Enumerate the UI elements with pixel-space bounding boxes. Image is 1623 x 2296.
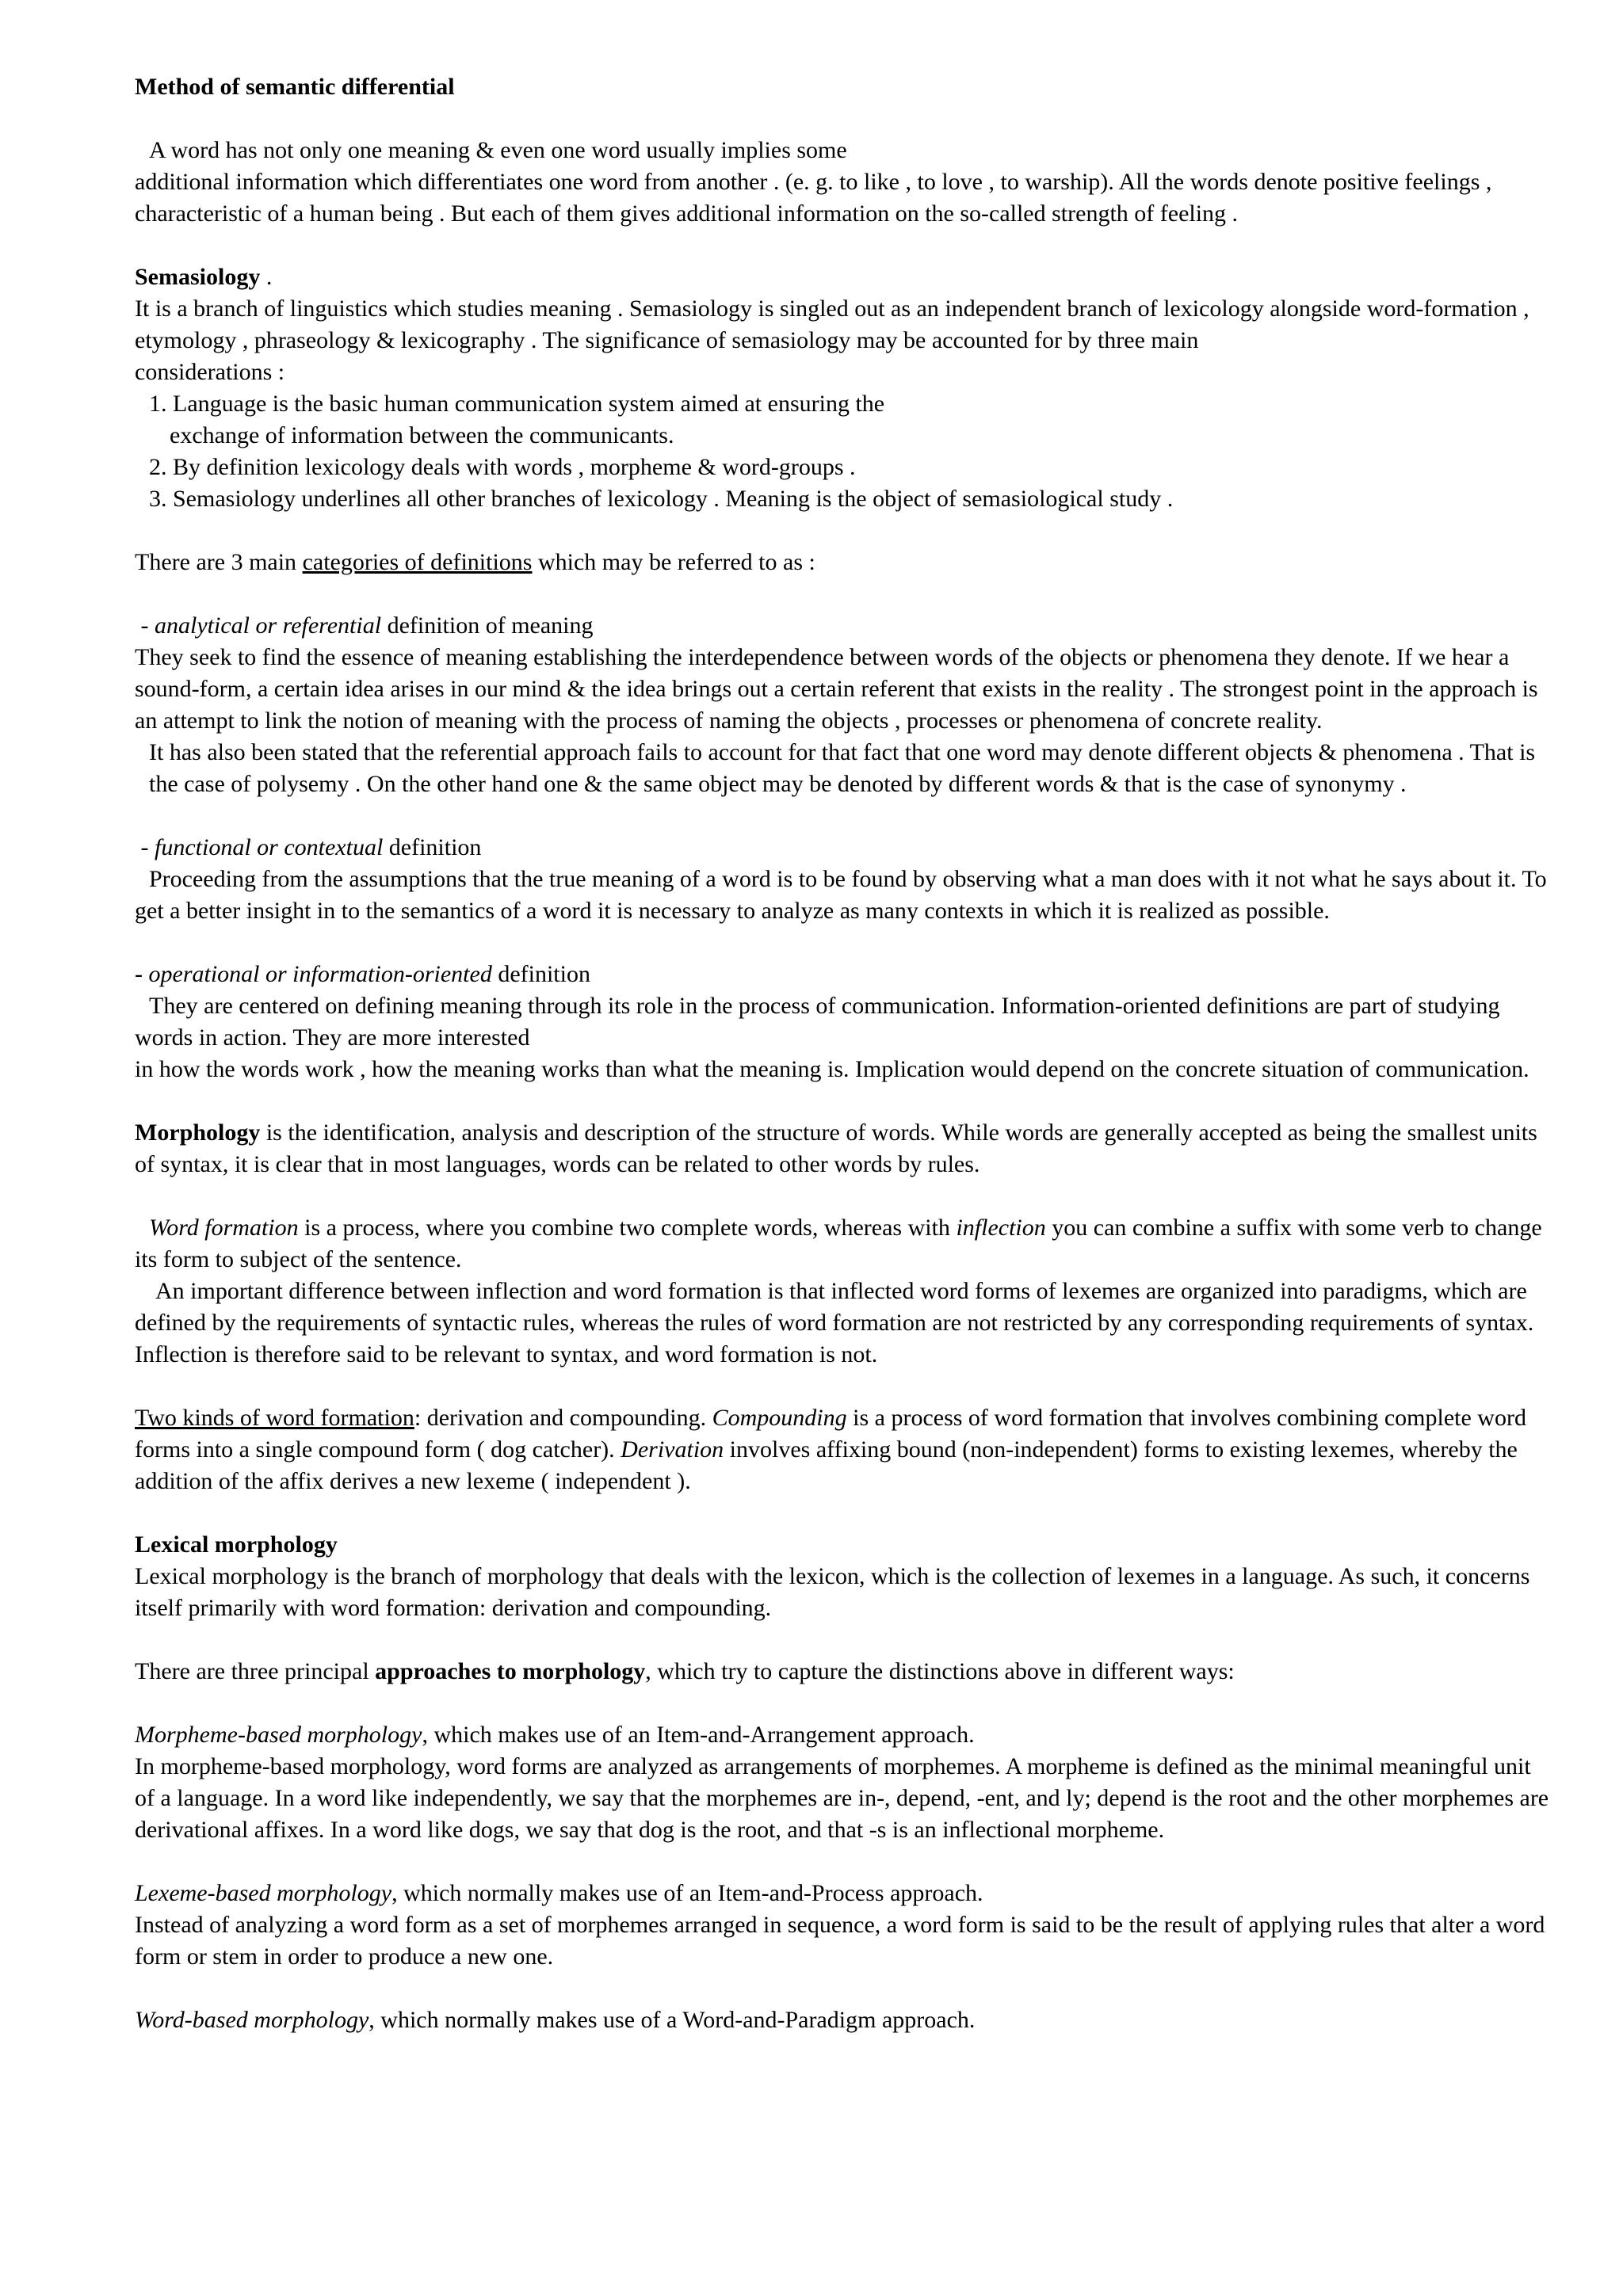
paragraph: They are centered on defining meaning through its role in the process of communication. Information-oriented definitions are part of studying words in action. They are more interested (135, 993, 1500, 1051)
document-page (135, 71, 1553, 2036)
heading-lexical-morphology: Lexical morphology (135, 1531, 338, 1558)
paragraph-categories: There are 3 main categories of definitions which may be referred to as : (135, 549, 815, 575)
paragraph-approaches: There are three principal approaches to morphology, which try to capture the distinctions above in different ways: (135, 1658, 1235, 1684)
paragraph-morphology: Morphology is the identification, analysis and description of the structure of words. While words are generally accepted as being the smallest units of syntax, it is clear that in most languages, words can be related to other words by rules. (135, 1119, 1537, 1177)
paragraph: in how the words work , how the meaning works than what the meaning is. Implication would depend on the concrete situation of communication. (135, 1056, 1529, 1082)
approach-heading: Lexeme-based morphology, which normally makes use of an Item-and-Process approach. (135, 1880, 983, 1906)
heading-semasiology: Semasiology . (135, 264, 273, 290)
approach-heading: Word-based morphology, which normally makes use of a Word-and-Paradigm approach. (135, 2007, 976, 2033)
paragraph: It is a branch of linguistics which studies meaning . Semasiology is singled out as an independent branch of lexicology alongside word-formation , etymology , phraseology & lexicography . The significance of semasiology may be accounted for by three main (135, 296, 1529, 353)
paragraph: additional information which differentiates one word from another . (e. g. to like , to love , to warship). All the words denote positive feelings , characteristic of a human being . But each of them gives additional information on the so-called strength of feeling . (135, 169, 1492, 227)
list-item: 2. By definition lexicology deals with words , morpheme & word-groups . (149, 454, 856, 480)
paragraph-line: A word has not only one meaning & even one word usually implies some (149, 137, 847, 163)
paragraph: An important difference between inflection and word formation is that inflected word forms of lexemes are organized into paradigms, which are defined by the requirements of syntactic rules, whereas the rules of word formation are not restricted by any corresponding requirements of syntax. Inflection is therefore said to be relevant to syntax, and word formation is not. (135, 1278, 1534, 1367)
paragraph: It has also been stated that the referential approach fails to account for that fact that one word may denote different objects & phenomena . That is the case of polysemy . On the other hand one & the same object may be denoted by different words & that is the case of synonymy . (149, 739, 1536, 797)
definition-heading: - analytical or referential definition of meaning (135, 612, 594, 639)
approach-heading: Morpheme-based morphology, which makes use of an Item-and-Arrangement approach. (135, 1722, 975, 1748)
paragraph-two-kinds: Two kinds of word formation: derivation and compounding. Compounding is a process of word formation that involves combining complete word forms into a single compound form ( dog catcher). Derivation involves affixing bound (non-independent) forms to existing lexemes, whereby the addition of the affix derives a new lexeme ( independent ). (135, 1405, 1526, 1494)
paragraph-line: considerations : (135, 359, 285, 385)
paragraph: They seek to find the essence of meaning establishing the interdependence between words of the objects or phenomena they denote. If we hear a sound-form, a certain idea arises in our mind & the idea brings out a certain referent that exists in the reality . The strongest point in the approach is an attempt to link the notion of meaning with the process of naming the objects , processes or phenomena of concrete reality. (135, 644, 1538, 734)
paragraph: Instead of analyzing a word form as a set of morphemes arranged in sequence, a word form is said to be the result of applying rules that alter a word form or stem in order to produce a new one. (135, 1912, 1545, 1970)
definition-heading: - operational or information-oriented definition (135, 961, 590, 987)
paragraph: Proceeding from the assumptions that the true meaning of a word is to be found by observing what a man does with it not what he says about it. To get a better insight in to the semantics of a word it is necessary to analyze as many contexts in which it is realized as possible. (135, 866, 1547, 924)
paragraph: In morpheme-based morphology, word forms are analyzed as arrangements of morphemes. A morpheme is defined as the minimal meaningful unit of a language. In a word like independently, we say that the morphemes are in-, depend, -ent, and ly; depend is the root and the other morphemes are derivational affixes. In a word like dogs, we say that dog is the root, and that -s is an inflectional morpheme. (135, 1753, 1549, 1843)
list-item: 3. Semasiology underlines all other branches of lexicology . Meaning is the object of semasiological study . (149, 486, 1174, 512)
definition-heading: - functional or contextual definition (135, 834, 482, 860)
list-item: 1. Language is the basic human communication system aimed at ensuring the (149, 391, 885, 417)
heading-semantic-differential: Method of semantic differential (135, 74, 455, 100)
list-item-continuation: exchange of information between the communicants. (170, 422, 674, 448)
paragraph: Lexical morphology is the branch of morphology that deals with the lexicon, which is the collection of lexemes in a language. As such, it concerns itself primarily with word formation: derivation and compounding. (135, 1563, 1530, 1621)
paragraph-word-formation: Word formation is a process, where you combine two complete words, whereas with inflection you can combine a suffix with some verb to change its form to subject of the sentence. (135, 1215, 1542, 1272)
